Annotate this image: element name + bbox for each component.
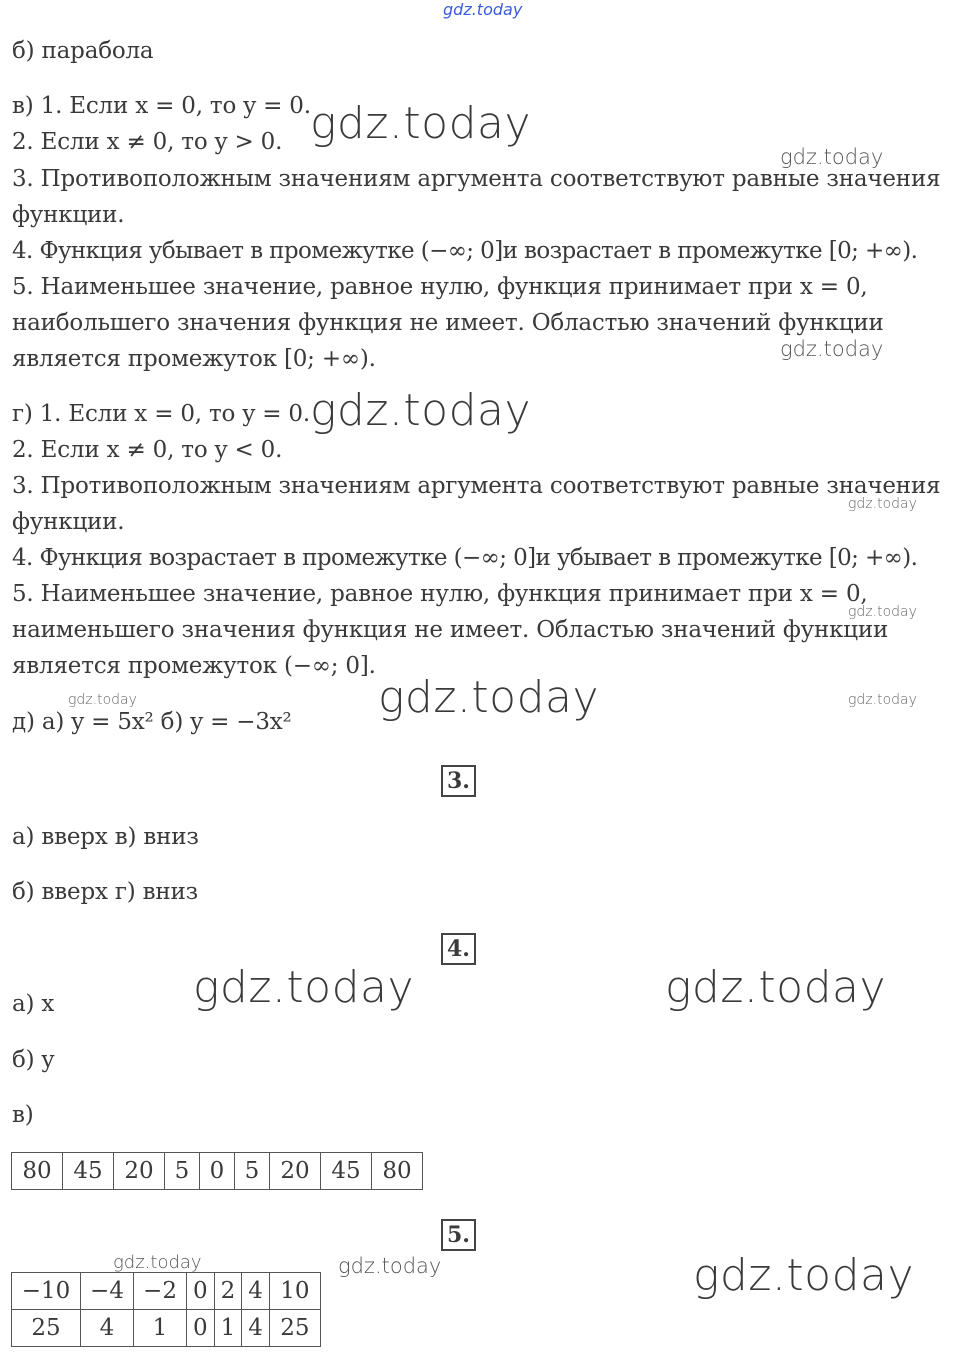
answer-g-4: 4. Функция возрастает в промежутке (−∞; 0]и убывает в промежутке [0; +∞).	[12, 545, 918, 571]
table-row	[12, 1310, 321, 1347]
table-cell: 20	[114, 1153, 165, 1190]
answer-v-1: в) 1. Если x = 0, то y = 0.	[12, 93, 311, 119]
watermark-large: gdz.today	[693, 1250, 915, 1301]
watermark-small: gdz.today	[68, 692, 137, 708]
table-cell: 25	[12, 1310, 81, 1347]
answer-g-5c: является промежуток (−∞; 0].	[12, 653, 376, 679]
table-cell: 25	[269, 1310, 320, 1347]
table-cell: 1	[214, 1310, 242, 1347]
answer-v-5b: наибольшего значения функция не имеет. Областью значений функции	[12, 310, 884, 336]
watermark-large: gdz.today	[310, 385, 532, 436]
table-cell: 5	[165, 1153, 200, 1190]
watermark-top: gdz.today	[443, 0, 523, 19]
table-cell: −2	[134, 1273, 187, 1310]
watermark-large: gdz.today	[310, 98, 532, 149]
table-cell: −10	[12, 1273, 81, 1310]
section-4-b: б) y	[12, 1047, 55, 1073]
watermark-medium: gdz.today	[780, 337, 884, 361]
section-3-label: 3.	[441, 765, 476, 797]
table-cell: 5	[235, 1153, 270, 1190]
table-cell: 2	[214, 1273, 242, 1310]
table-cell: 45	[321, 1153, 372, 1190]
table-cell: 0	[187, 1310, 215, 1347]
table-cell: 4	[242, 1310, 270, 1347]
answer-v-3a: 3. Противоположным значениям аргумента соответствуют равные значения	[12, 166, 941, 192]
answer-g-1: г) 1. Если x = 0, то y = 0.	[12, 401, 310, 427]
watermark-small: gdz.today	[848, 604, 917, 620]
answer-v-5c: является промежуток [0; +∞).	[12, 346, 376, 372]
answer-g-3a: 3. Противоположным значениям аргумента соответствуют равные значения	[12, 473, 941, 499]
table-row	[12, 1153, 423, 1190]
answer-d: д) а) y = 5x² б) y = −3x²	[12, 709, 292, 735]
table-cell: 0	[187, 1273, 215, 1310]
watermark-small: gdz.today	[848, 692, 917, 708]
section-3-line-2: б) вверх г) вниз	[12, 879, 198, 905]
section-4-value-table	[11, 1152, 423, 1190]
answer-g-3b: функции.	[12, 509, 125, 535]
answer-g-5a: 5. Наименьшее значение, равное нулю, функция принимает при x = 0,	[12, 581, 868, 607]
section-4-label: 4.	[441, 933, 476, 965]
section-5-value-table	[11, 1272, 321, 1347]
watermark-small: gdz.today	[113, 1252, 202, 1273]
table-cell: 0	[200, 1153, 235, 1190]
table-cell: −4	[81, 1273, 134, 1310]
answer-g-5b: наименьшего значения функция не имеет. Областью значений функции	[12, 617, 889, 643]
table-cell: 45	[63, 1153, 114, 1190]
section-4-a: а) x	[12, 991, 55, 1017]
watermark-large: gdz.today	[193, 962, 415, 1013]
section-5-label: 5.	[441, 1219, 476, 1251]
table-cell: 20	[270, 1153, 321, 1190]
answer-g-2: 2. Если x ≠ 0, то y < 0.	[12, 437, 283, 463]
answer-v-5a: 5. Наименьшее значение, равное нулю, функция принимает при x = 0,	[12, 274, 868, 300]
table-cell: 10	[269, 1273, 320, 1310]
watermark-large: gdz.today	[378, 672, 600, 723]
watermark-large: gdz.today	[665, 962, 887, 1013]
answer-b-parabola: б) парабола	[12, 38, 154, 64]
table-cell: 80	[372, 1153, 423, 1190]
table-cell: 1	[134, 1310, 187, 1347]
watermark-medium: gdz.today	[780, 145, 884, 169]
table-cell: 4	[242, 1273, 270, 1310]
section-4-v: в)	[12, 1102, 34, 1128]
watermark-small: gdz.today	[848, 496, 917, 512]
answer-v-3b: функции.	[12, 202, 125, 228]
table-cell: 80	[12, 1153, 63, 1190]
section-3-line-1: а) вверх в) вниз	[12, 824, 199, 850]
answer-v-4: 4. Функция убывает в промежутке (−∞; 0]и возрастает в промежутке [0; +∞).	[12, 238, 918, 264]
table-row	[12, 1273, 321, 1310]
answer-v-2: 2. Если x ≠ 0, то y > 0.	[12, 129, 283, 155]
table-cell: 4	[81, 1310, 134, 1347]
watermark-medium: gdz.today	[338, 1254, 442, 1278]
